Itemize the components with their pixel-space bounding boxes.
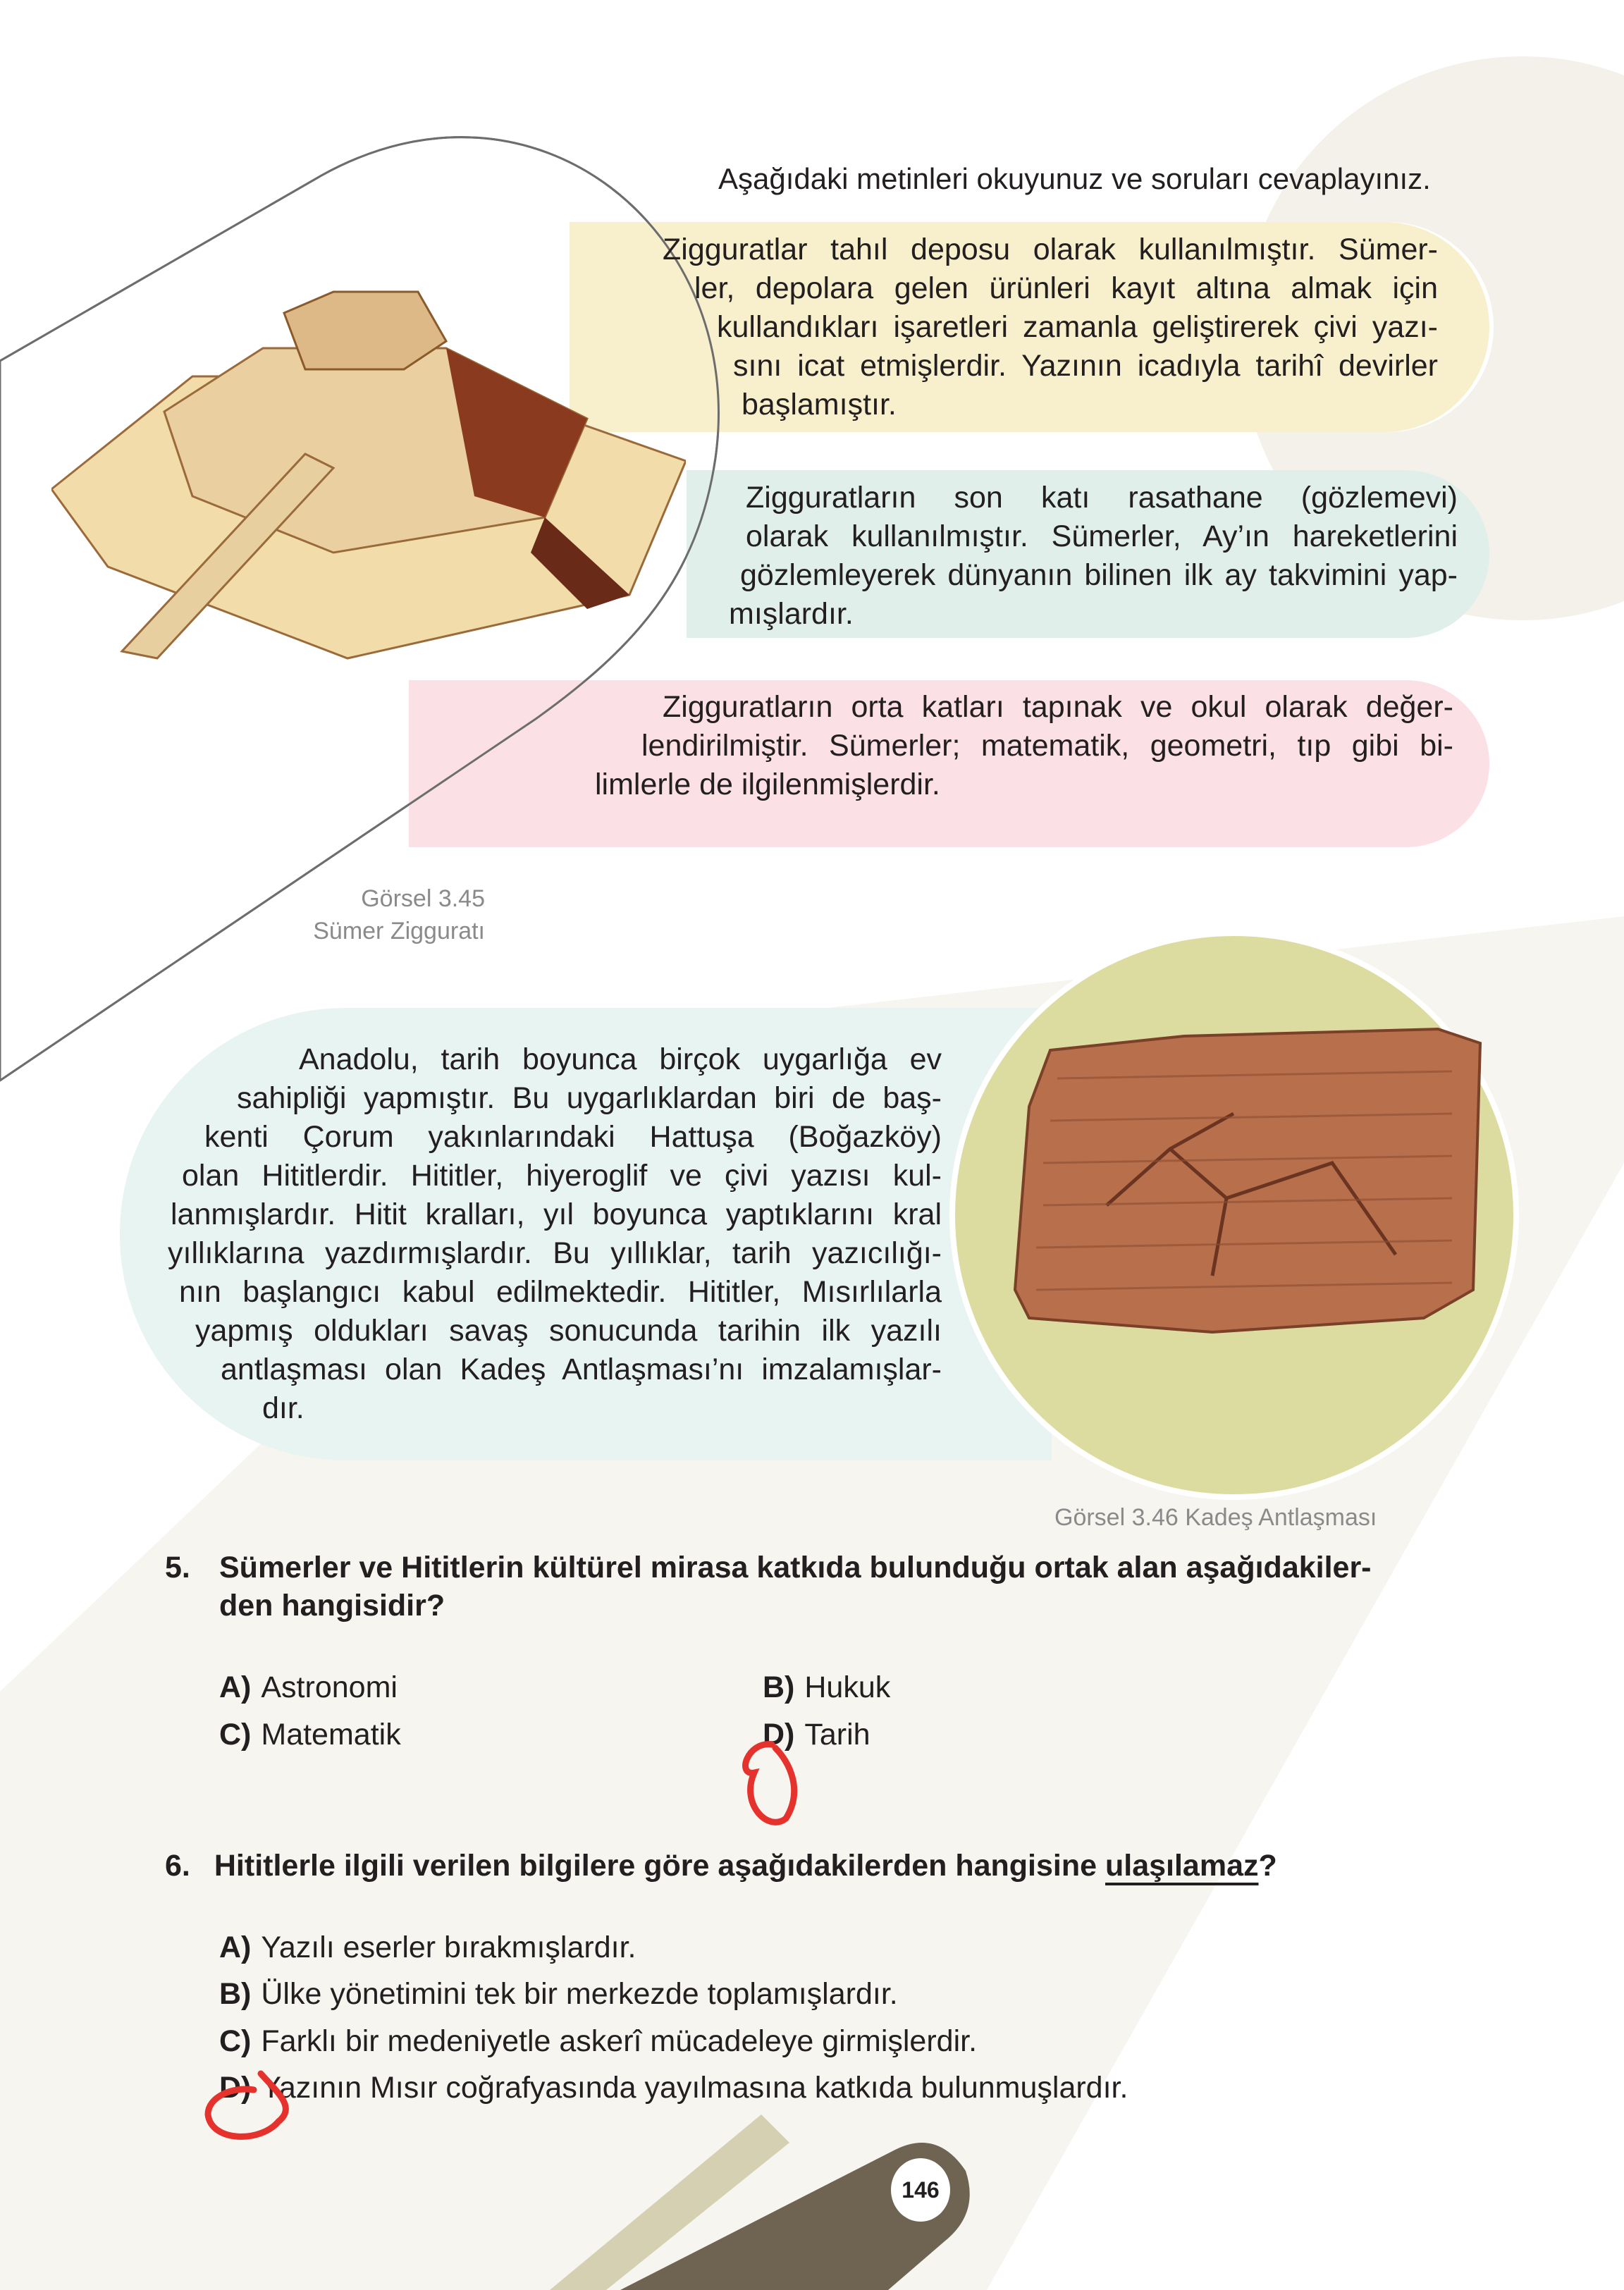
kadesh-tablet-image: [1001, 1022, 1494, 1360]
ziggurat-image: [51, 285, 686, 665]
question-5-number: 5.: [165, 1551, 190, 1584]
box3-line: lendirilmiştir. Sümerler; matematik, geometri, tıp gibi bi-: [641, 729, 1453, 763]
question-6: 6. Hititlerle ilgili verilen bilgilere göre aşağıdakilerden hangisine ulaşılamaz?: [165, 1849, 1277, 1883]
box4-line: antlaşması olan Kadeş Antlaşması’nı imzalamışlar-: [221, 1353, 942, 1386]
box4-line: yıllıklarına yazdırmışlardır. Bu yıllıklar, tarih yazıcılığı-: [168, 1236, 942, 1270]
box3-line: limlerle de ilgilenmişlerdir.: [595, 768, 940, 801]
q5-option-c[interactable]: C) Matematik: [219, 1718, 401, 1752]
box2-line: Zigguratların son katı rasathane (gözlemevi): [746, 481, 1458, 515]
question-5-text-line2: den hangisidir?: [219, 1589, 445, 1623]
box4-line: olan Hititlerdir. Hititler, hiyeroglif ve çivi yazısı kul-: [182, 1159, 942, 1193]
q6-option-b[interactable]: B) Ülke yönetimini tek bir merkezde toplamışlardır.: [219, 1977, 898, 2011]
box2-line: olarak kullanılmıştır. Sümerler, Ay’ın hareketlerini: [746, 519, 1458, 553]
box4-line: Anadolu, tarih boyunca birçok uygarlığa ev: [299, 1042, 942, 1076]
figure-caption-tablet: Görsel 3.46 Kadeş Antlaşması: [1054, 1504, 1377, 1531]
box4-line: kenti Çorum yakınlarındaki Hattuşa (Boğazköy): [204, 1120, 942, 1154]
q5-option-b[interactable]: B) Hukuk: [763, 1670, 891, 1704]
box4-line: nın başlangıcı kabul edilmektedir. Hititler, Mısırlılarla: [179, 1275, 942, 1309]
box1-line: kullandıkları işaretleri zamanla geliştirerek çivi yazı-: [717, 310, 1438, 344]
figure-caption-title: Sümer Zigguratı: [313, 918, 485, 944]
page-number-badge: 146: [891, 2158, 950, 2222]
box1-line: Zigguratlar tahıl deposu olarak kullanılmıştır. Sümer-: [663, 233, 1438, 266]
question-5-text-line1: Sümerler ve Hititlerin kültürel mirasa katkıda bulunduğu ortak alan aşağıdakiler-: [219, 1551, 1372, 1584]
box2-line: mışlardır.: [729, 597, 854, 631]
q5-option-d[interactable]: D) Tarih: [763, 1718, 871, 1752]
box2-line: gözlemleyerek dünyanın bilinen ilk ay takvimini yap-: [740, 558, 1458, 592]
box3-line: Zigguratların orta katları tapınak ve okul olarak değer-: [663, 690, 1453, 724]
q6-option-d[interactable]: D) Yazının Mısır coğrafyasında yayılmasına katkıda bulunmuşlardır.: [219, 2071, 1128, 2105]
q6-option-c[interactable]: C) Farklı bir medeniyetle askerî mücadeleye girmişlerdir.: [219, 2024, 978, 2058]
box1-line: ler, depolara gelen ürünleri kayıt altına almak için: [694, 271, 1438, 305]
q5-option-a[interactable]: A) Astronomi: [219, 1670, 398, 1704]
box4-line: lanmışlardır. Hitit kralları, yıl boyunca yaptıklarını kral: [171, 1198, 942, 1231]
box4-line: yapmış oldukları savaş sonucunda tarihin ilk yazılı: [195, 1314, 942, 1348]
box1-line: sını icat etmişlerdir. Yazının icadıyla tarihî devirler: [733, 349, 1438, 383]
box4-line: dır.: [262, 1391, 304, 1425]
q6-option-a[interactable]: A) Yazılı eserler bırakmışlardır.: [219, 1931, 636, 1964]
box1-line: başlamıştır.: [742, 388, 897, 421]
figure-caption-number: Görsel 3.45: [361, 885, 485, 912]
instruction: Aşağıdaki metinleri okuyunuz ve soruları cevaplayınız.: [718, 162, 1431, 195]
box4-line: sahipliği yapmıştır. Bu uygarlıklardan biri de baş-: [237, 1081, 942, 1115]
